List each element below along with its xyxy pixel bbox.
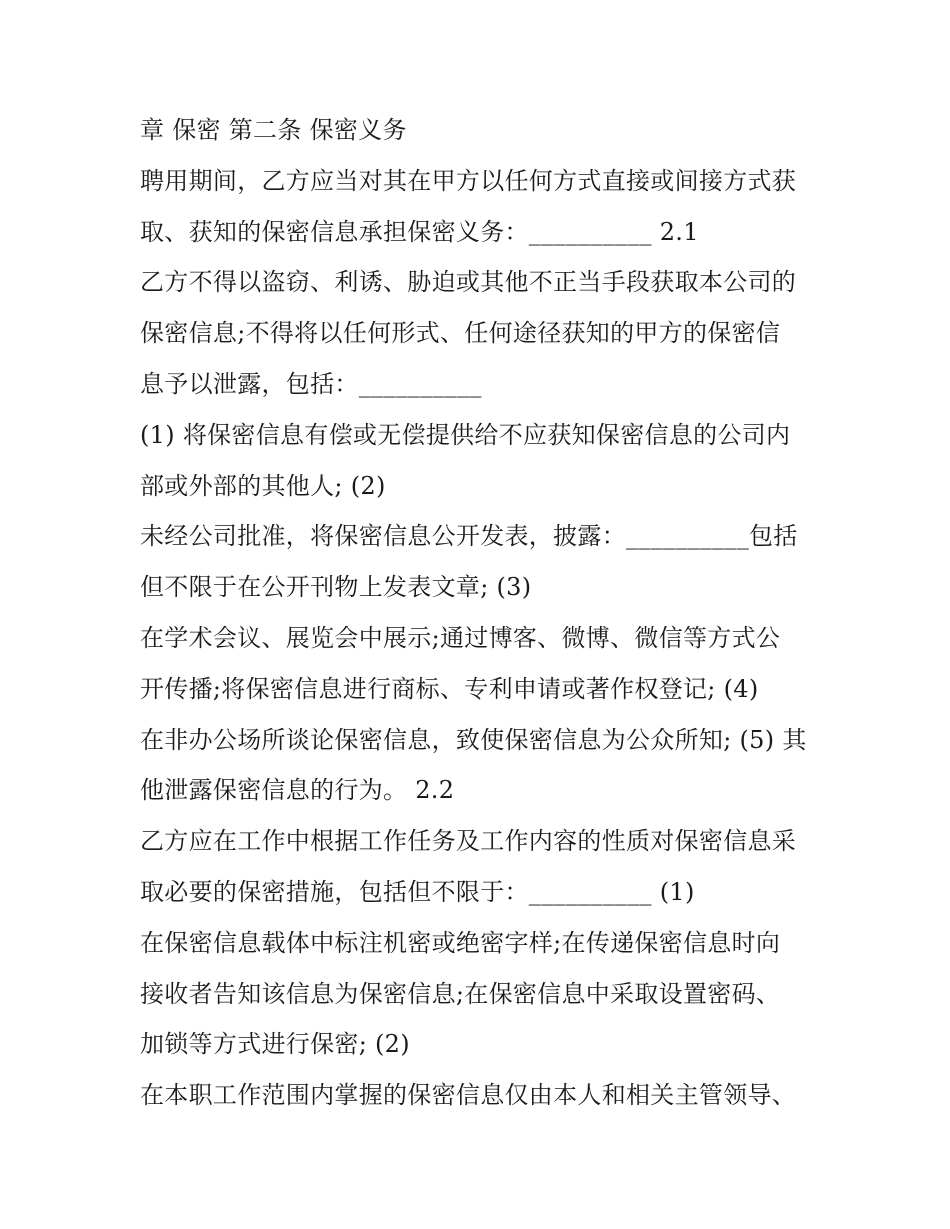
text-line: 聘用期间，乙方应当对其在甲方以任何方式直接或间接方式获: [140, 167, 797, 195]
text-line: 开传播;将保密信息进行商标、专利申请或著作权登记; (4): [140, 675, 759, 703]
text-line: 在保密信息载体中标注机密或绝密字样;在传递保密信息时向: [140, 929, 781, 957]
text-line: 乙方不得以盗窃、利诱、胁迫或其他不正当手段获取本公司的: [140, 268, 797, 296]
text-line: 章 保密 第二条 保密义务: [140, 116, 407, 144]
text-line: 加锁等方式进行保密; (2): [140, 1030, 410, 1058]
text-line: 取、获知的保密信息承担保密义务：__________ 2.1: [140, 218, 699, 246]
text-line: 取必要的保密措施，包括但不限于：__________ (1): [140, 878, 695, 906]
text-line: 在非办公场所谈论保密信息，致使保密信息为公众所知; (5) 其: [140, 726, 807, 754]
text-line: 接收者告知该信息为保密信息;在保密信息中采取设置密码、: [140, 980, 781, 1008]
text-line: 保密信息;不得将以任何形式、任何途径获知的甲方的保密信: [140, 319, 781, 347]
text-line: 未经公司批准，将保密信息公开发表，披露：__________包括: [140, 522, 798, 550]
text-line: 息予以泄露，包括：__________: [140, 370, 482, 398]
text-line: 在本职工作范围内掌握的保密信息仅由本人和相关主管领导、: [140, 1081, 797, 1109]
text-line: 但不限于在公开刊物上发表文章; (3): [140, 573, 532, 601]
text-line: 他泄露保密信息的行为。 2.2: [140, 776, 455, 804]
text-line: 在学术会议、展览会中展示;通过博客、微博、微信等方式公: [140, 624, 781, 652]
text-line: (1) 将保密信息有偿或无偿提供给不应获知保密信息的公司内: [140, 421, 791, 449]
text-line: 乙方应在工作中根据工作任务及工作内容的性质对保密信息采: [140, 827, 797, 855]
text-line: 部或外部的其他人; (2): [140, 472, 386, 500]
